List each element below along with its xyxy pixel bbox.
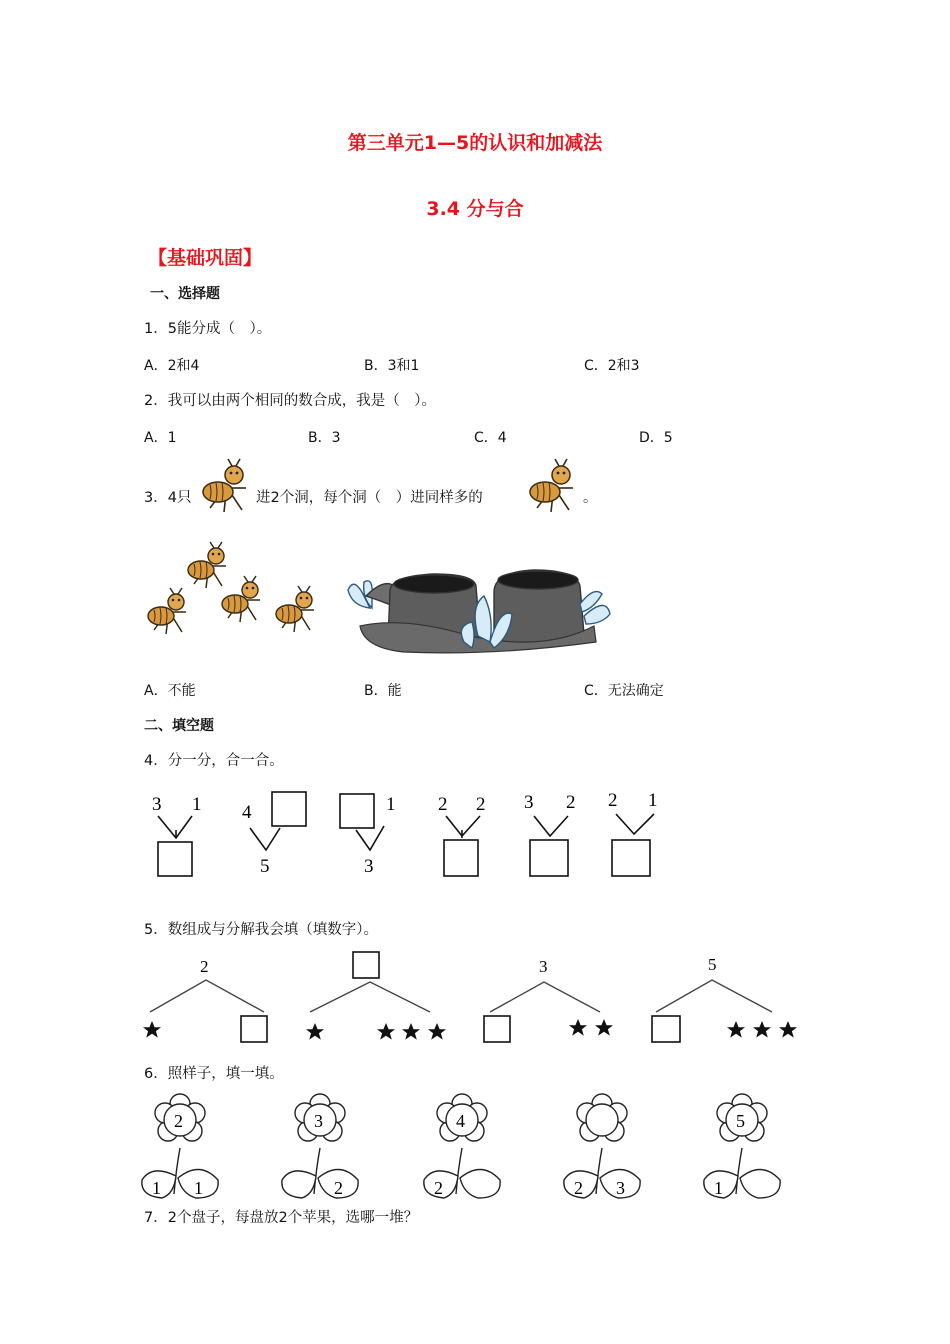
q1-option-b[interactable]: B．3和1 xyxy=(364,358,420,374)
q2-option-b[interactable]: B．3 xyxy=(308,430,341,446)
q5-item-4 xyxy=(652,955,797,1042)
question-4: 4．分一分，合一合。 xyxy=(144,753,284,769)
q5-item-2 xyxy=(306,952,446,1040)
star-icon xyxy=(727,1021,745,1038)
q4-answer-box[interactable] xyxy=(272,792,306,826)
q4-item-4-top-left: 2 xyxy=(438,794,448,815)
flower-2-right: 2 xyxy=(334,1178,343,1198)
q4-item-1 xyxy=(152,794,202,876)
page-title: 第三单元1—5的认识和加减法 xyxy=(347,132,603,154)
q4-answer-box[interactable] xyxy=(158,842,192,876)
star-icon xyxy=(402,1023,420,1040)
q4-item-6-top-left: 2 xyxy=(608,790,618,811)
flower-2 xyxy=(282,1094,358,1198)
q6-flowers xyxy=(138,1094,798,1198)
q3-option-c[interactable]: C．无法确定 xyxy=(584,683,664,699)
q5-answer-box[interactable] xyxy=(484,1016,510,1042)
ants-group-illustration xyxy=(142,540,332,650)
question-1: 1．5能分成（ ）。 xyxy=(144,321,272,337)
q4-item-3-bottom: 3 xyxy=(364,856,374,877)
flower-5 xyxy=(704,1094,780,1198)
question-2: 2．我可以由两个相同的数合成，我是（ ）。 xyxy=(144,393,436,409)
q5-item-4-top: 5 xyxy=(708,955,717,974)
q5-answer-box[interactable] xyxy=(652,1016,680,1042)
question-3-part2: 进2个洞，每个洞（ ）进同样多的 xyxy=(256,490,483,506)
q4-item-2-bottom: 5 xyxy=(260,856,270,877)
q4-answer-box[interactable] xyxy=(612,840,650,876)
flower-1-center: 2 xyxy=(174,1111,183,1131)
ant-icon xyxy=(527,458,579,516)
question-3-part1: 3．4只 xyxy=(144,490,192,506)
q2-option-a[interactable]: A．1 xyxy=(144,430,177,446)
flower-5-left: 1 xyxy=(714,1178,723,1198)
q4-item-6 xyxy=(608,790,658,876)
q3-option-b[interactable]: B．能 xyxy=(364,683,402,699)
q3-option-a[interactable]: A．不能 xyxy=(144,683,196,699)
flower-5-center: 5 xyxy=(736,1111,745,1131)
part1-heading: 一、选择题 xyxy=(150,286,220,302)
page-subtitle: 3.4 分与合 xyxy=(426,198,524,220)
flower-4-right: 3 xyxy=(616,1178,625,1198)
flower-3-left: 2 xyxy=(434,1178,443,1198)
q4-item-6-top-right: 1 xyxy=(648,790,658,811)
q2-option-d[interactable]: D．5 xyxy=(639,430,673,446)
q4-item-1-top-left: 3 xyxy=(152,794,162,815)
star-icon xyxy=(428,1023,446,1040)
star-icon xyxy=(569,1019,587,1036)
q4-item-5-top-left: 3 xyxy=(524,792,534,813)
star-icon xyxy=(377,1023,395,1040)
ant-icon xyxy=(200,458,252,516)
q4-answer-box[interactable] xyxy=(444,840,478,876)
star-icon xyxy=(753,1021,771,1038)
q4-item-3 xyxy=(340,794,396,877)
q4-answer-box[interactable] xyxy=(340,794,374,828)
flower-3-center: 4 xyxy=(456,1111,465,1131)
part2-heading: 二、填空题 xyxy=(144,718,214,734)
q4-answer-box[interactable] xyxy=(530,840,568,876)
flower-1-left: 1 xyxy=(152,1178,161,1198)
q4-item-5-top-right: 2 xyxy=(566,792,576,813)
q4-item-4 xyxy=(438,794,486,876)
q1-option-a[interactable]: A．2和4 xyxy=(144,358,200,374)
star-icon xyxy=(779,1021,797,1038)
holes-illustration xyxy=(344,556,614,656)
question-5: 5．数组成与分解我会填（填数字）。 xyxy=(144,922,378,938)
flower-4 xyxy=(564,1094,640,1198)
q4-item-2-top-left: 4 xyxy=(242,802,252,823)
star-icon xyxy=(143,1021,161,1038)
q4-item-4-top-right: 2 xyxy=(476,794,486,815)
star-icon xyxy=(306,1023,324,1040)
question-7: 7．2个盘子，每盘放2个苹果，选哪一堆？ xyxy=(144,1210,419,1226)
flower-1-right: 1 xyxy=(194,1178,203,1198)
q5-answer-box[interactable] xyxy=(241,1016,267,1042)
q4-item-1-top-right: 1 xyxy=(192,794,202,815)
q5-diagrams xyxy=(140,950,810,1050)
question-3-part3: 。 xyxy=(583,490,598,506)
q1-option-c[interactable]: C．2和3 xyxy=(584,358,640,374)
flower-1 xyxy=(142,1094,218,1198)
q5-item-1 xyxy=(143,957,267,1042)
q4-diagrams xyxy=(140,786,680,886)
q5-item-1-top: 2 xyxy=(200,957,209,976)
flower-2-center: 3 xyxy=(314,1111,323,1131)
q4-item-2 xyxy=(242,792,306,877)
q5-item-3 xyxy=(484,957,613,1042)
flower-3 xyxy=(424,1094,500,1198)
question-6: 6．照样子，填一填。 xyxy=(144,1066,284,1082)
q4-item-5 xyxy=(524,792,576,876)
q2-option-c[interactable]: C．4 xyxy=(474,430,507,446)
q4-item-3-top-right: 1 xyxy=(386,794,396,815)
q5-item-3-top: 3 xyxy=(539,957,548,976)
section-label: 【基础巩固】 xyxy=(148,247,263,269)
flower-4-left: 2 xyxy=(574,1178,583,1198)
q5-answer-box[interactable] xyxy=(353,952,379,978)
star-icon xyxy=(595,1019,613,1036)
